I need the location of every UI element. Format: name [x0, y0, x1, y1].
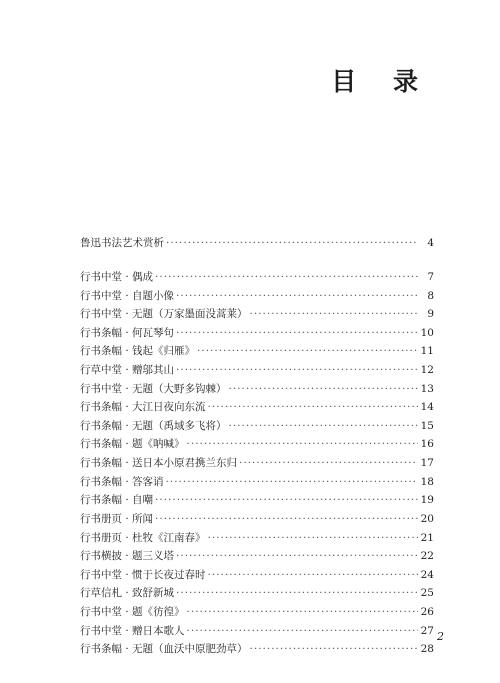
- toc-entry-page: 24: [420, 568, 434, 581]
- dot-leader: [176, 324, 418, 343]
- dot-leader: [155, 510, 418, 529]
- toc-entry-page: 13: [420, 382, 434, 395]
- toc-entry-page: 21: [420, 531, 434, 544]
- toc-entry-page: 17: [420, 457, 434, 470]
- toc-entry-page: 25: [420, 587, 434, 600]
- toc-entry[interactable]: [80, 305, 434, 324]
- toc-entry[interactable]: [80, 547, 434, 566]
- toc-entry[interactable]: [80, 622, 434, 641]
- toc-entry-page: 27: [420, 624, 434, 637]
- toc-entry-title: 行书中堂 · 惯于长夜过春时: [80, 568, 206, 581]
- toc-entry[interactable]: [80, 234, 434, 253]
- dot-leader: [208, 566, 418, 585]
- toc-entry-title: 行书册页 · 所闻: [80, 512, 154, 525]
- toc-entry-title: 鲁迅书法艺术赏析: [80, 237, 164, 249]
- dot-leader: [229, 380, 418, 399]
- toc-entry-title: 行书条幅 · 无题（禹域多飞将）: [80, 419, 227, 432]
- toc-entry[interactable]: [80, 342, 434, 361]
- toc-entry-page: 8: [427, 289, 434, 302]
- toc-entry-page: 28: [420, 643, 434, 656]
- toc-entry[interactable]: [80, 640, 434, 659]
- toc-entry[interactable]: [80, 287, 434, 306]
- dot-leader: [176, 547, 418, 566]
- toc-entry-page: 10: [420, 326, 434, 339]
- dot-leader: [176, 287, 418, 306]
- toc-entry-title: 行书中堂 · 题《彷徨》: [80, 605, 185, 618]
- dot-leader: [155, 491, 418, 510]
- toc-entry-title: 行书条幅 · 题《呐喊》: [80, 438, 185, 451]
- toc-entry-page: 22: [420, 550, 434, 563]
- toc-entry-title: 行书中堂 · 自题小像: [80, 289, 175, 302]
- dot-leader: [229, 417, 418, 436]
- toc-entry[interactable]: [80, 491, 434, 510]
- dot-leader: [176, 584, 418, 603]
- dot-leader: [176, 361, 418, 380]
- toc-entry-page: 18: [420, 475, 434, 488]
- toc-entry-page: 9: [427, 308, 434, 321]
- dot-leader: [155, 268, 418, 287]
- toc-entry[interactable]: [80, 566, 434, 585]
- toc-entry[interactable]: [80, 529, 434, 548]
- dot-leader: [250, 640, 418, 659]
- toc-entry[interactable]: [80, 603, 434, 622]
- toc-entry-title: 行书中堂 · 无题（万家墨面没蒿莱）: [80, 308, 248, 321]
- toc-entry-page: 19: [420, 494, 434, 507]
- dot-leader: [208, 398, 418, 417]
- dot-leader: [187, 603, 418, 622]
- toc-entry[interactable]: [80, 417, 434, 436]
- dot-leader: [208, 529, 418, 548]
- toc-entry[interactable]: [80, 324, 434, 343]
- toc-entry-title: 行书条幅 · 送日本小原君携兰东归: [80, 457, 238, 470]
- toc-entry[interactable]: [80, 361, 434, 380]
- toc-entry-page: 7: [427, 271, 434, 283]
- toc-entry-page: 11: [420, 345, 434, 358]
- toc-entry-page: 26: [420, 605, 434, 618]
- toc-intro: [80, 234, 434, 253]
- toc-entry[interactable]: [80, 510, 434, 529]
- toc-entry[interactable]: [80, 454, 434, 473]
- toc-entry-page: 15: [420, 419, 434, 432]
- toc-entry-title: 行草中堂 · 赠邬其山: [80, 364, 175, 377]
- toc-entry-page: 4: [427, 237, 434, 249]
- toc-entry[interactable]: [80, 435, 434, 454]
- toc-entry[interactable]: [80, 398, 434, 417]
- toc-entry-title: 行书条幅 · 答客诮: [80, 475, 164, 488]
- toc-entry[interactable]: [80, 473, 434, 492]
- toc-list: [80, 268, 434, 659]
- toc-entry-page: 20: [420, 512, 434, 525]
- dot-leader: [187, 435, 418, 454]
- toc-entry-title: 行书中堂 · 赠日本歌人: [80, 624, 185, 637]
- page-number: 2: [437, 630, 444, 643]
- dot-leader: [250, 305, 418, 324]
- toc-entry-title: 行书册页 · 杜牧《江南春》: [80, 531, 206, 544]
- dot-leader: [166, 234, 418, 253]
- dot-leader: [166, 473, 418, 492]
- toc-entry-title: 行书条幅 · 何瓦琴句: [80, 326, 175, 339]
- toc-entry-title: 行书条幅 · 钱起《归雁》: [80, 345, 196, 358]
- toc-entry-title: 行书中堂 · 偶成: [80, 271, 154, 283]
- toc-entry-title: 行书条幅 · 无题（血沃中原肥劲草）: [80, 643, 248, 656]
- toc-entry-page: 14: [420, 401, 434, 414]
- toc-entry-title: 行书中堂 · 无题（大野多钩棘）: [80, 382, 227, 395]
- toc-entry-title: 行草信札 · 致舒新城: [80, 587, 175, 600]
- dot-leader: [197, 342, 418, 361]
- toc-entry[interactable]: [80, 584, 434, 603]
- toc-entry[interactable]: [80, 268, 434, 287]
- dot-leader: [187, 622, 418, 641]
- toc-entry-title: 行书条幅 · 大江日夜向东流: [80, 401, 206, 414]
- toc-entry-page: 16: [420, 438, 434, 451]
- page-title: 目 录: [331, 67, 432, 96]
- toc-entry[interactable]: [80, 380, 434, 399]
- dot-leader: [239, 454, 418, 473]
- toc-entry-title: 行书横披 · 题三义塔: [80, 550, 175, 563]
- toc-entry-title: 行书条幅 · 自嘲: [80, 494, 154, 507]
- toc-entry-page: 12: [420, 364, 434, 377]
